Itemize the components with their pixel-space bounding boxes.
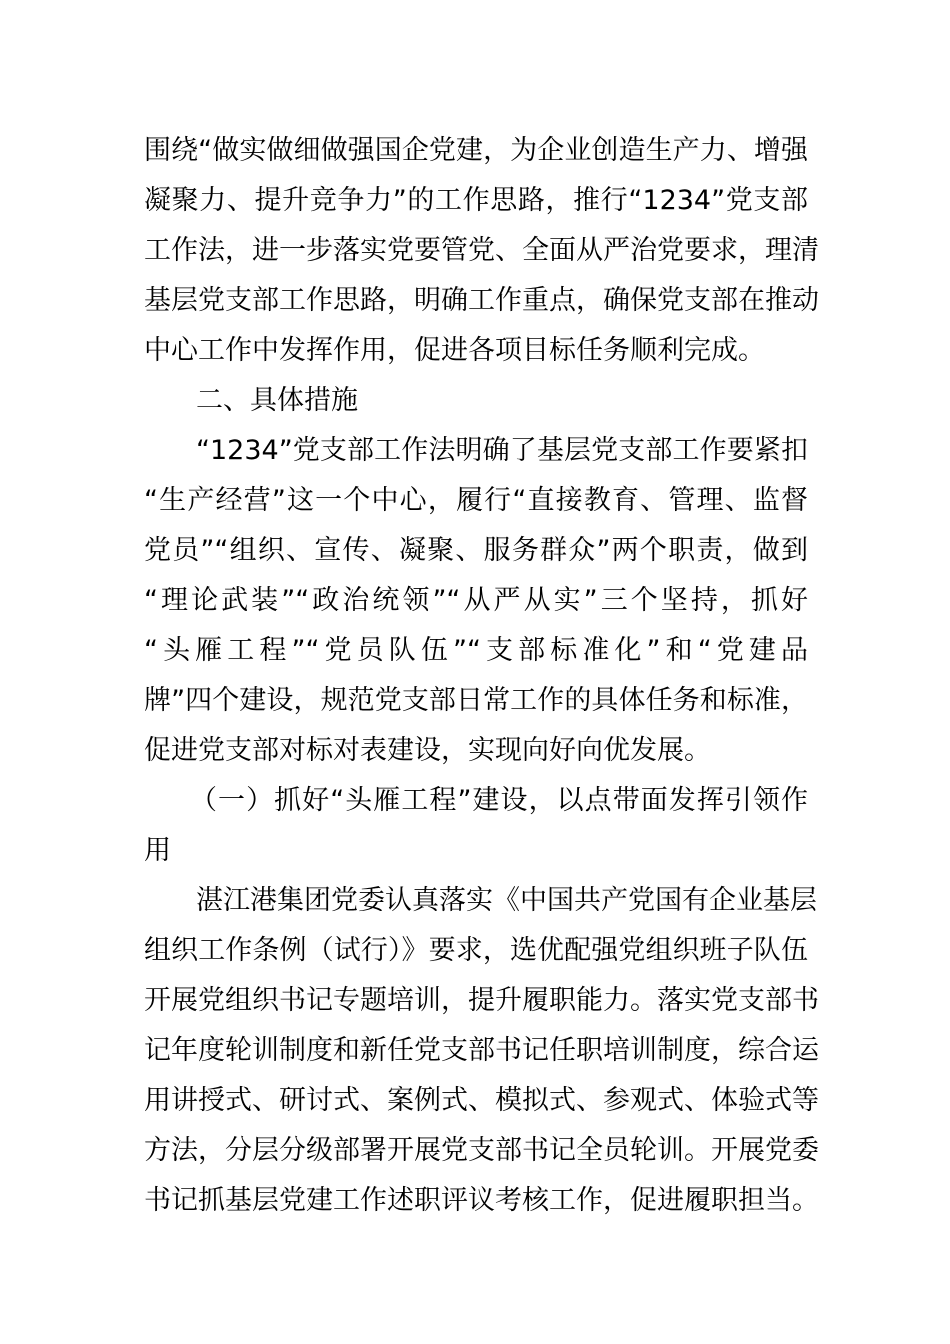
paragraph-line: 基层党支部工作思路，明确工作重点，确保党支部在推动	[144, 285, 819, 316]
paragraph-line: 围绕“做实做细做强国企党建，为企业创造生产力、增强	[144, 135, 808, 166]
subsection-heading: （一）抓好“头雁工程”建设，以点带面发挥引领作	[190, 785, 808, 816]
paragraph-line: “生产经营”这一个中心，履行“直接教育、管理、监督	[144, 485, 808, 516]
paragraph-line: 中心工作中发挥作用，促进各项目标任务顺利完成。	[144, 335, 765, 366]
paragraph-line: 党员”“组织、宣传、凝聚、服务群众”两个职责，做到	[144, 535, 808, 566]
paragraph-line: 方法，分层分级部署开展党支部书记全员轮训。开展党委	[144, 1135, 819, 1166]
paragraph-line: “理论武装”“政治统领”“从严从实”三个坚持，抓好	[144, 585, 808, 616]
paragraph-line: 用讲授式、研讨式、案例式、模拟式、参观式、体验式等	[144, 1085, 819, 1116]
paragraph-line: 记年度轮训制度和新任党支部书记任职培训制度，综合运	[144, 1035, 819, 1066]
paragraph-line: 书记抓基层党建工作述职评议考核工作，促进履职担当。	[144, 1185, 819, 1216]
paragraph-line: 湛江港集团党委认真落实《中国共产党国有企业基层	[196, 885, 817, 916]
paragraph-line: 开展党组织书记专题培训，提升履职能力。落实党支部书	[144, 985, 819, 1016]
section-heading: 二、具体措施	[196, 385, 358, 416]
paragraph-line: 工作法，进一步落实党要管党、全面从严治党要求，理清	[144, 235, 819, 266]
paragraph-line: “头雁工程”“党员队伍”“支部标准化”和“党建品	[144, 635, 808, 666]
paragraph-line: 牌”四个建设，规范党支部日常工作的具体任务和标准，	[144, 685, 808, 716]
document-body	[144, 126, 819, 1226]
paragraph-line: 组织工作条例（试行）》要求，选优配强党组织班子队伍	[144, 935, 808, 966]
paragraph-line: 促进党支部对标对表建设，实现向好向优发展。	[144, 735, 711, 766]
paragraph-line: 凝聚力、提升竞争力”的工作思路，推行“1234”党支部	[144, 185, 808, 216]
subsection-heading-continued: 用	[144, 835, 171, 866]
paragraph-line: “1234”党支部工作法明确了基层党支部工作要紧扣	[196, 435, 808, 466]
